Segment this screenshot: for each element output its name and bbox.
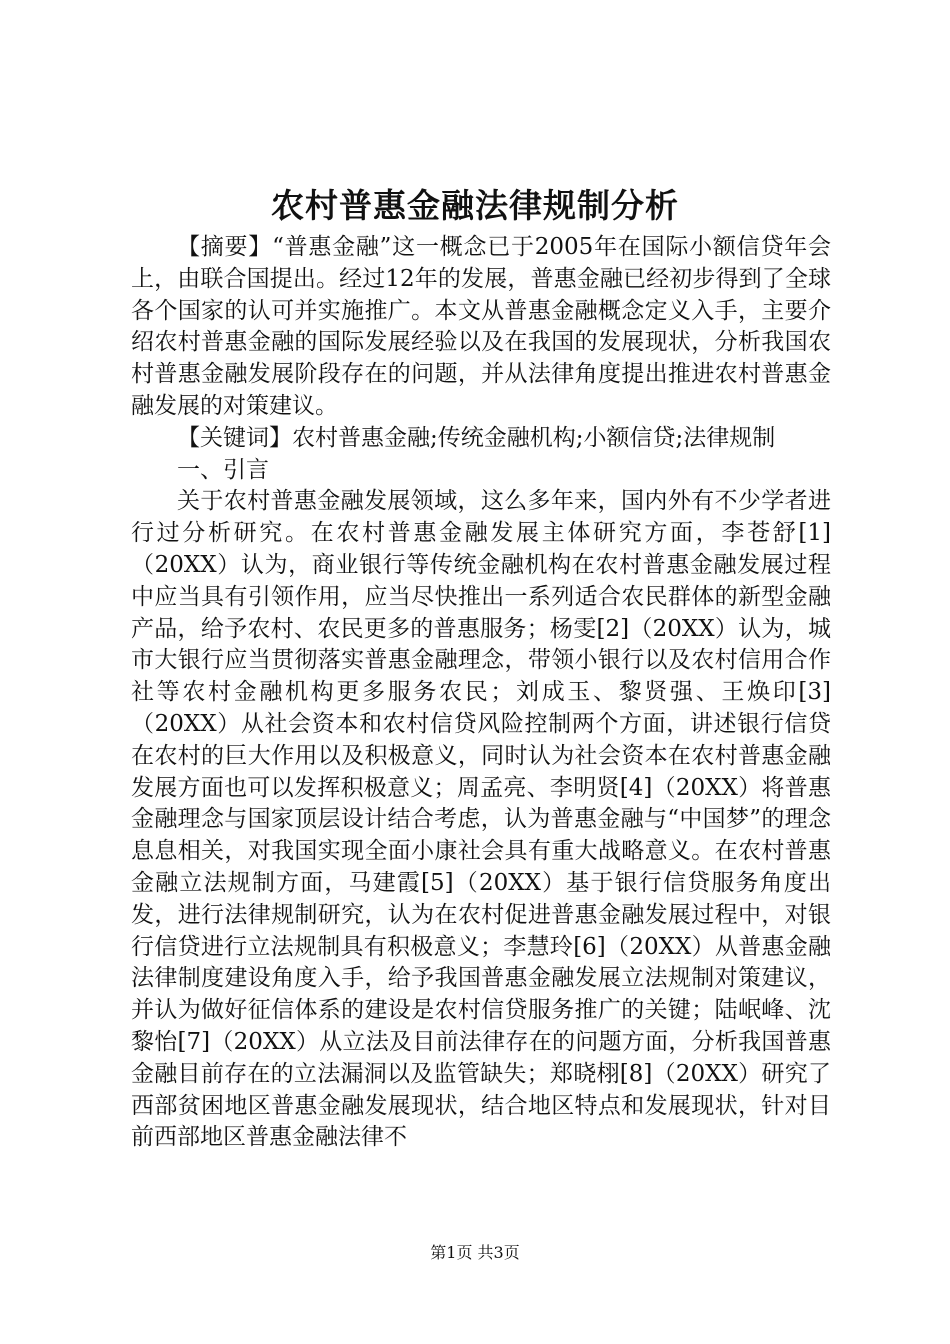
section-heading-introduction: 一、引言 — [177, 456, 269, 483]
abstract-paragraph: 【摘要】“普惠金融”这一概念已于2005年在国际小额信贷年会上，由联合国提出。经过12年的发展，普惠金融已经初步得到了全球各个国家的认可并实施推广。本文从普惠金融概念定义入手，主要介绍农村普惠金融的国际发展经验以及在我国的发展现状，分析我国农村普惠金融发展阶段存在的问题，并从法律角度提出推进农村普惠金融发展的对策建议。 — [131, 234, 831, 419]
introduction-paragraph: 关于农村普惠金融发展领域，这么多年来，国内外有不少学者进行过分析研究。在农村普惠金融发展主体研究方面，李苍舒[1]（20XX）认为，商业银行等传统金融机构在农村普惠金融发展过程中应当具有引领作用，应当尽快推出一系列适合农民群体的新型金融产品，给予农村、农民更多的普惠服务；杨雯[2]（20XX）认为，城市大银行应当贯彻落实普惠金融理念，带领小银行以及农村信用合作社等农村金融机构更多服务农民；刘成玉、黎贤强、王焕印[3]（20XX）从社会资本和农村信贷风险控制两个方面，讲述银行信贷在农村的巨大作用以及积极意义，同时认为社会资本在农村普惠金融发展方面也可以发挥积极意义；周孟亮、李明贤[4]（20XX）将普惠金融理念与国家顶层设计结合考虑，认为普惠金融与“中国梦”的理念息息相关，对我国实现全面小康社会具有重大战略意义。在农村普惠金融立法规制方面，马建霞[5]（20XX）基于银行信贷服务角度出发，进行法律规制研究，认为在农村促进普惠金融发展过程中，对银行信贷进行立法规制具有积极意义；李慧玲[6]（20XX）从普惠金融法律制度建设角度入手，给予我国普惠金融发展立法规制对策建议，并认为做好征信体系的建设是农村信贷服务推广的关键；陆岷峰、沈黎怡[7]（20XX）从立法及目前法律存在的问题方面，分析我国普惠金融目前存在的立法漏洞以及监管缺失；郑晓栩[8]（20XX）研究了西部贫困地区普惠金融发展现状，结合地区特点和发展现状，针对目前西部地区普惠金融法律不 — [131, 488, 831, 1151]
document-body — [131, 232, 831, 1154]
page-footer: 第1页 共3页 — [430, 1243, 520, 1262]
document-title: 农村普惠金融法律规制分析 — [271, 186, 679, 225]
keywords-paragraph: 【关键词】农村普惠金融;传统金融机构;小额信贷;法律规制 — [177, 424, 776, 451]
